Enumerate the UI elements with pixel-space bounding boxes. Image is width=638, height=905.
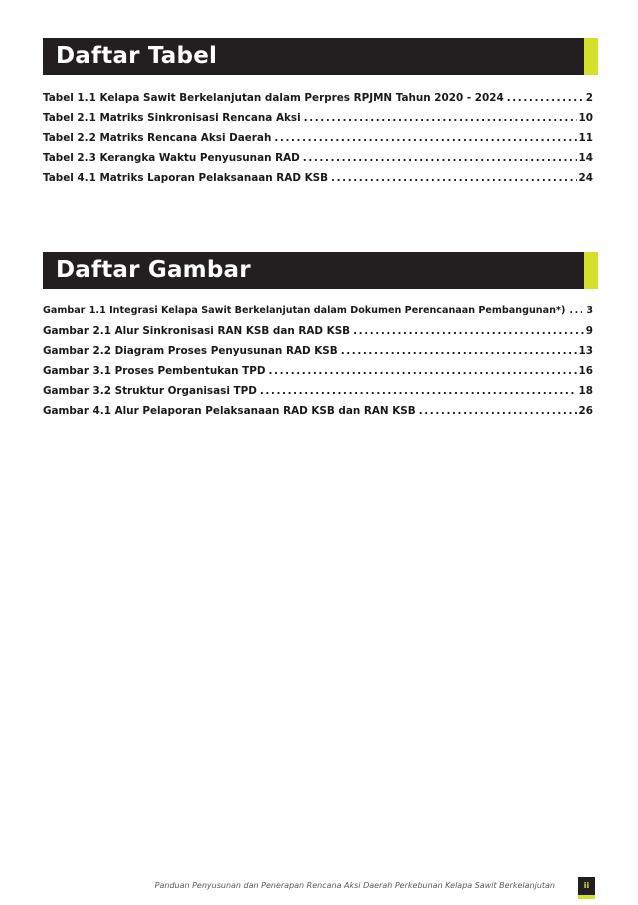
dot-leader: [341, 341, 577, 361]
toc-entry-page: 14: [578, 152, 593, 164]
dot-leader: [353, 321, 584, 341]
toc-entry-label: Gambar 1.1 Integrasi Kelapa Sawit Berkelanjutan dalam Dokumen Perencanaan Pembangunan*): [43, 305, 566, 316]
header-accent-bar: [584, 38, 598, 75]
dot-leader: [274, 128, 576, 148]
dot-leader: [303, 148, 577, 168]
toc-entry-table-1-1[interactable]: [43, 88, 593, 108]
toc-entry-label: Gambar 2.1 Alur Sinkronisasi RAN KSB dan RAD KSB: [43, 325, 351, 337]
toc-entry-figure-2-2[interactable]: [43, 341, 593, 361]
dot-leader: [260, 381, 577, 401]
table-list: [43, 88, 593, 188]
toc-entry-page: 9: [585, 325, 593, 337]
toc-entry-table-2-1[interactable]: [43, 108, 593, 128]
toc-entry-figure-4-1[interactable]: [43, 401, 593, 421]
toc-entry-figure-3-2[interactable]: [43, 381, 593, 401]
toc-entry-page: 24: [578, 172, 593, 184]
dot-leader: [331, 168, 576, 188]
tables-section-title: Daftar Tabel: [56, 43, 218, 69]
dot-leader: [269, 361, 577, 381]
page-number-badge: ii: [578, 877, 595, 899]
tables-section-header: [43, 38, 598, 75]
toc-entry-page: 3: [586, 305, 593, 316]
footer-document-title: Panduan Penyusunan dan Penerapan Rencana Aksi Daerah Perkebunan Kelapa Sawit Berkelanjutan: [154, 881, 555, 890]
toc-entry-figure-3-1[interactable]: [43, 361, 593, 381]
toc-entry-label: Tabel 1.1 Kelapa Sawit Berkelanjutan dalam Perpres RPJMN Tahun 2020 - 2024: [43, 92, 504, 104]
toc-entry-page: 2: [585, 92, 593, 104]
figures-section-title: Daftar Gambar: [56, 257, 251, 283]
toc-entry-page: 16: [578, 365, 593, 377]
figures-section-header: [43, 252, 598, 289]
toc-entry-label: Tabel 2.2 Matriks Rencana Aksi Daerah: [43, 132, 272, 144]
toc-entry-page: 10: [578, 112, 593, 124]
toc-entry-page: 13: [578, 345, 593, 357]
toc-entry-label: Gambar 4.1 Alur Pelaporan Pelaksanaan RAD KSB dan RAN KSB: [43, 405, 416, 417]
toc-entry-label: Tabel 4.1 Matriks Laporan Pelaksanaan RAD KSB: [43, 172, 329, 184]
header-accent-bar: [584, 252, 598, 289]
dot-leader: [507, 88, 584, 108]
toc-entry-table-4-1[interactable]: [43, 168, 593, 188]
toc-entry-figure-2-1[interactable]: [43, 321, 593, 341]
toc-entry-label: Tabel 2.3 Kerangka Waktu Penyusunan RAD: [43, 152, 300, 164]
toc-entry-label: Gambar 2.2 Diagram Proses Penyusunan RAD KSB: [43, 345, 338, 357]
toc-entry-page: 18: [578, 385, 593, 397]
figure-list: [43, 301, 593, 421]
dot-leader: [569, 301, 582, 321]
toc-entry-page: 11: [578, 132, 593, 144]
toc-entry-table-2-2[interactable]: [43, 128, 593, 148]
toc-entry-label: Gambar 3.2 Struktur Organisasi TPD: [43, 385, 257, 397]
dot-leader: [304, 108, 577, 128]
toc-entry-label: Tabel 2.1 Matriks Sinkronisasi Rencana Aksi: [43, 112, 301, 124]
dot-leader: [419, 401, 577, 421]
toc-entry-label: Gambar 3.1 Proses Pembentukan TPD: [43, 365, 266, 377]
toc-entry-table-2-3[interactable]: [43, 148, 593, 168]
toc-entry-figure-1-1[interactable]: [43, 301, 593, 321]
toc-entry-page: 26: [578, 405, 593, 417]
